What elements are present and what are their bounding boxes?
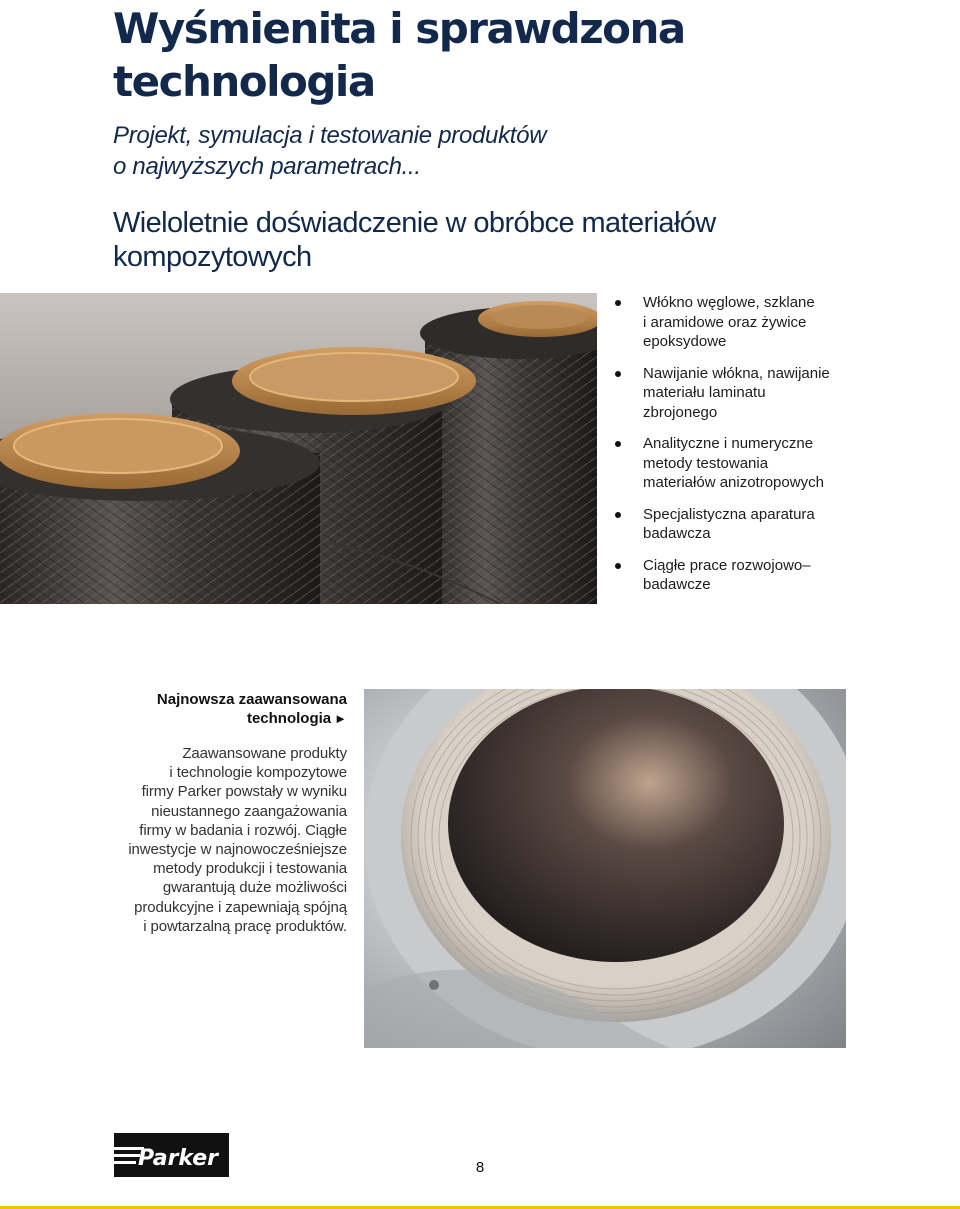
section-heading-line-2: kompozytowych <box>113 241 312 273</box>
title-line-2: technologia <box>113 57 375 106</box>
section-heading <box>113 206 813 274</box>
page-number: 8 <box>475 1159 485 1176</box>
bullet-icon <box>615 371 621 377</box>
list-item: Włókno węglowe, szklane i aramidowe oraz żywice epoksydowe <box>615 293 945 352</box>
arrow-right-icon: ► <box>334 711 347 726</box>
technology-sidebar <box>110 690 347 936</box>
subtitle-line-2: o najwyższych parametrach... <box>113 153 421 180</box>
list-item: Specjalistyczna aparatura badawcza <box>615 505 945 544</box>
threaded-tube-photo <box>364 689 846 1048</box>
sidebar-body: Zaawansowane produkty i technologie kompozytowe firmy Parker powstały w wyniku nieustannego zaangażowania firmy w badania i rozwój. Ciągłe inwestycje w najnowocześniejsze metody produkcji i testowania gwarantują duże możliwości produkcyjne i zapewniają spójną i powtarzalną pracę produktów. <box>128 745 347 935</box>
bullet-icon <box>615 563 621 569</box>
bullet-icon <box>615 441 621 447</box>
list-item: Nawijanie włókna, nawijanie materiału laminatu zbrojonego <box>615 364 945 423</box>
logo-text: Parker <box>138 1146 219 1171</box>
subtitle <box>113 120 713 182</box>
title-line-1: Wyśmienita i sprawdzona <box>113 4 685 53</box>
page-title <box>113 2 813 108</box>
bullet-icon <box>615 512 621 518</box>
parker-logo <box>114 1133 229 1177</box>
subtitle-line-1: Projekt, symulacja i testowanie produktów <box>113 122 547 149</box>
sidebar-heading: Najnowsza zaawansowana technologia ► <box>156 691 347 727</box>
bullet-icon <box>615 300 621 306</box>
section-heading-line-1: Wieloletnie doświadczenie w obróbce materiałów <box>113 207 716 239</box>
carbon-fiber-spools-photo <box>0 293 597 604</box>
feature-list <box>615 293 945 607</box>
list-item: Ciągłe prace rozwojowo– badawcze <box>615 556 945 595</box>
list-item: Analityczne i numeryczne metody testowania materiałów anizotropowych <box>615 434 945 493</box>
